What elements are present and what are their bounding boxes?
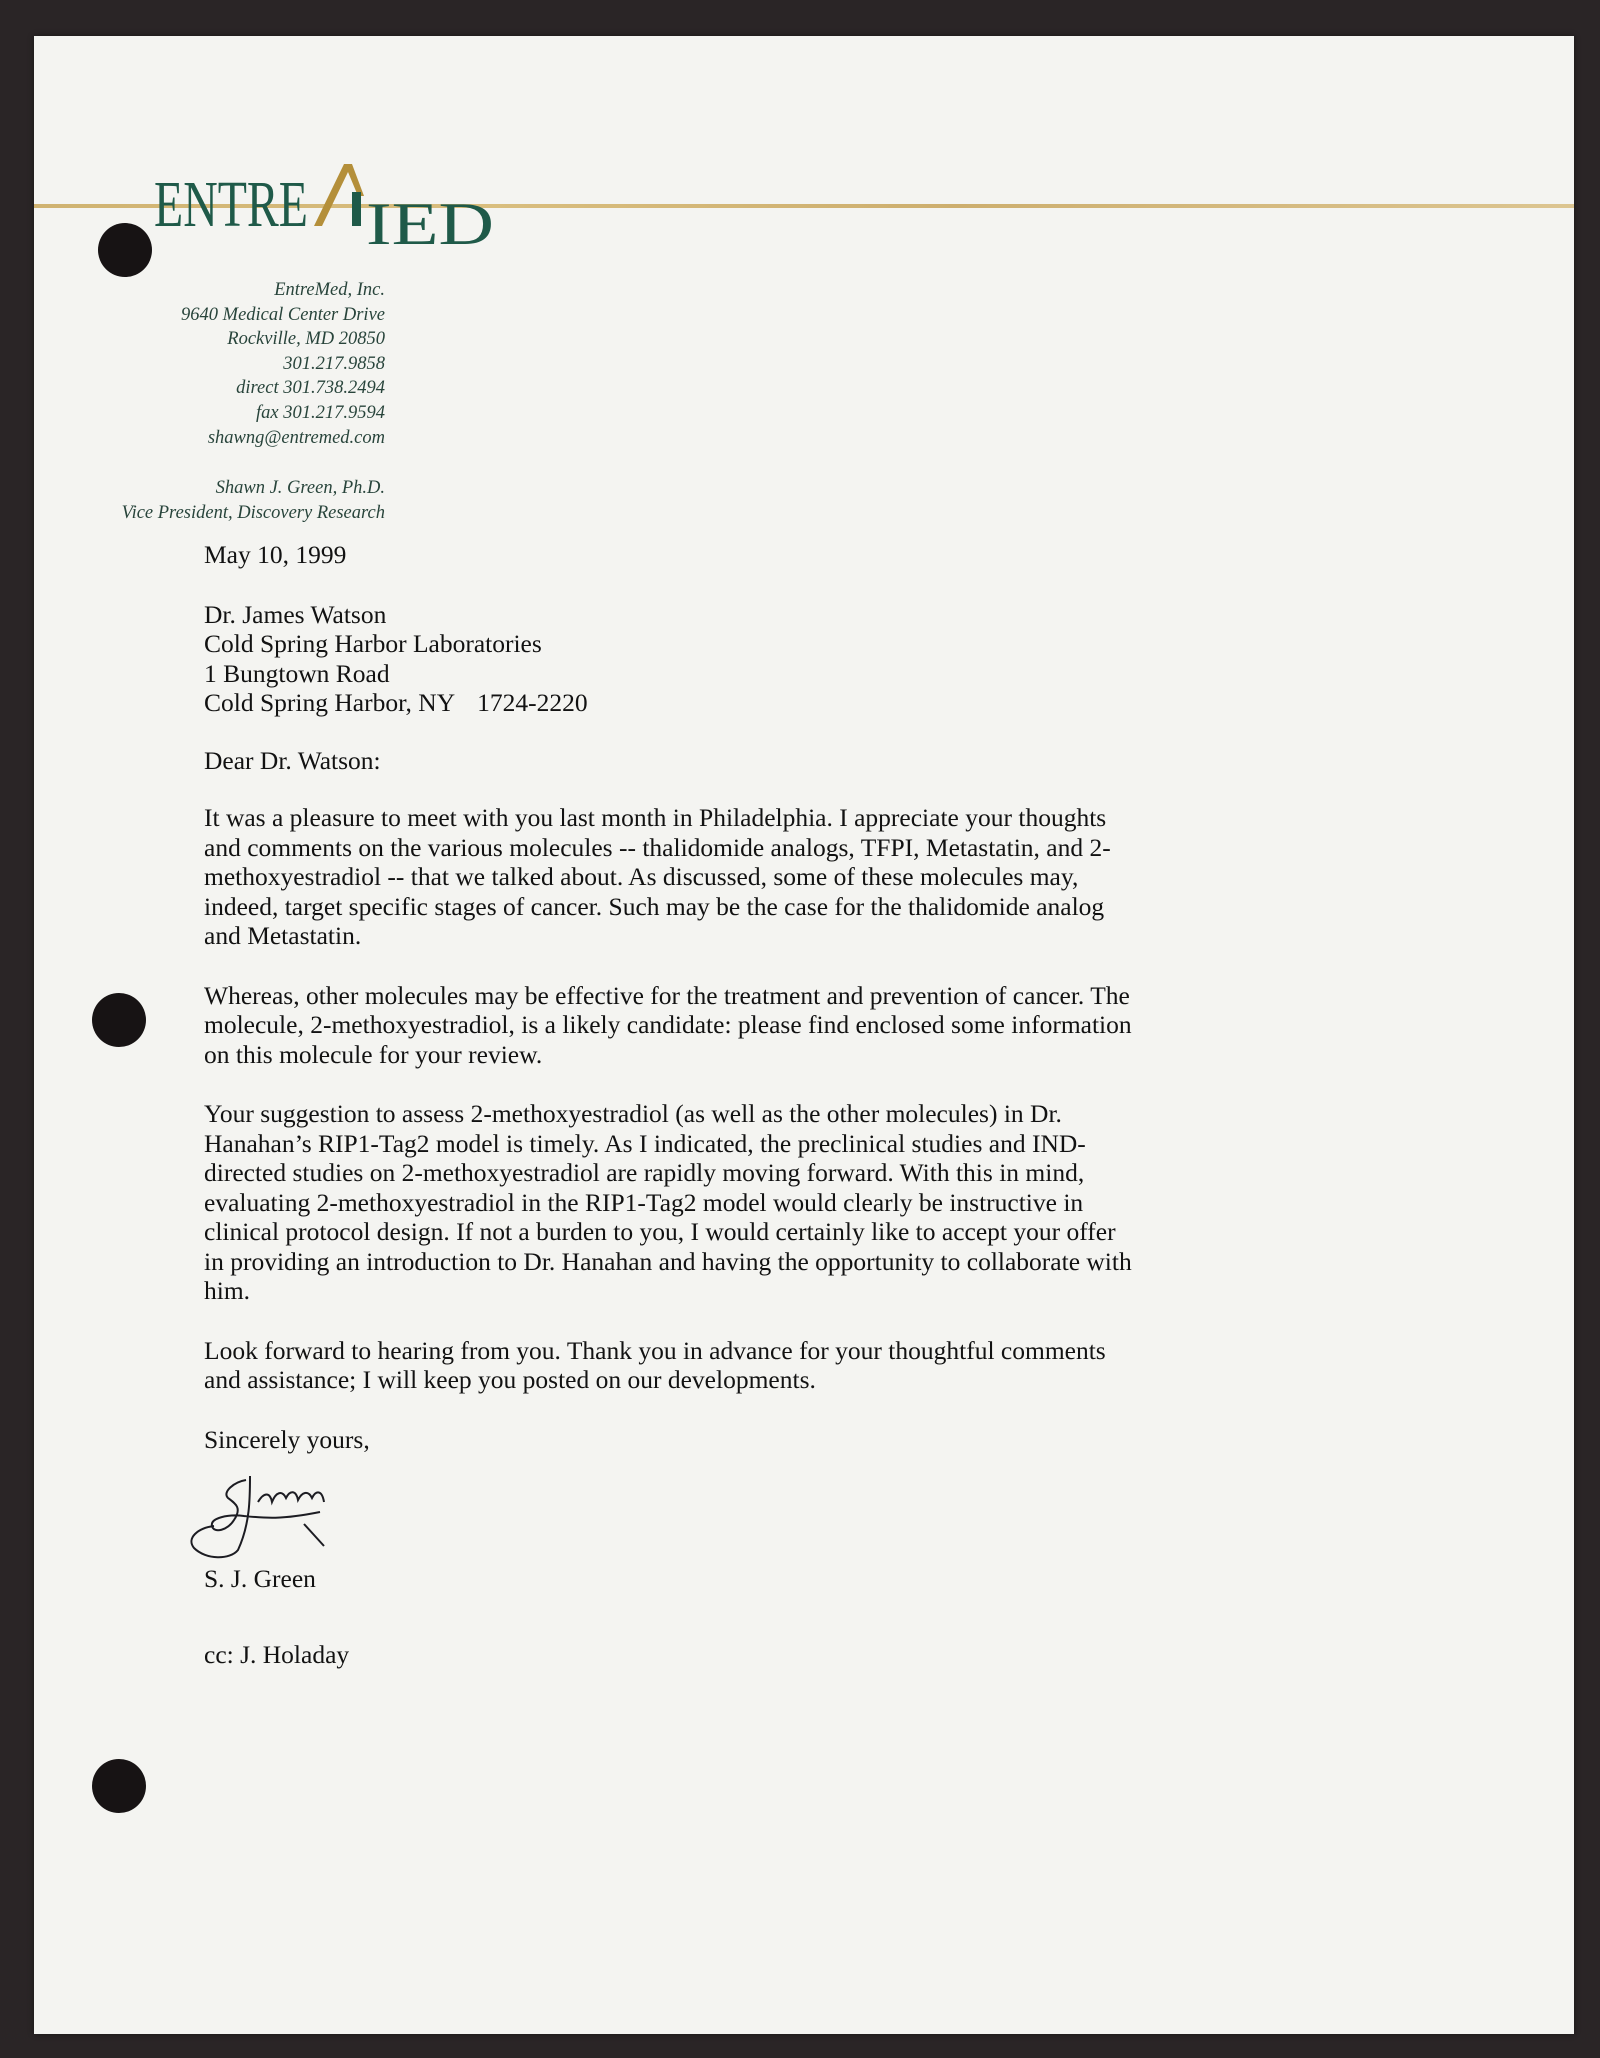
company-street: 9640 Medical Center Drive xyxy=(181,304,385,325)
letter-date: May 10, 1999 xyxy=(204,540,347,569)
direct-label: direct xyxy=(236,378,279,399)
paragraph-4 xyxy=(204,1336,1334,1395)
cc-line: cc: J. Holaday xyxy=(204,1639,350,1669)
paragraph-1 xyxy=(204,803,1334,951)
fax-number: 301.217.9594 xyxy=(283,402,385,423)
closing: Sincerely yours, xyxy=(204,1424,370,1454)
logo-m-stem xyxy=(352,192,361,226)
direct-phone: 301.738.2494 xyxy=(283,378,385,399)
paragraph-line: evaluating 2-methoxyestradiol in the RIP1-Tag2 model would clearly be instructive in xyxy=(204,1187,1084,1217)
paragraph-line: Whereas, other molecules may be effective for the treatment and prevention of cancer. The xyxy=(204,980,1130,1010)
paragraph-line: It was a pleasure to meet with you last month in Philadelphia. I appreciate your thoughts xyxy=(204,803,1107,832)
recipient-name: Dr. James Watson xyxy=(204,599,387,629)
signer-name: S. J. Green xyxy=(204,1564,316,1593)
signature-stroke-s xyxy=(212,1480,320,1530)
recipient-street: 1 Bungtown Road xyxy=(204,658,390,688)
recipient-city-line xyxy=(204,688,1334,718)
paragraph-line: directed studies on 2-methoxyestradiol are rapidly moving forward. With this in mind, xyxy=(204,1158,1085,1187)
sender-letterhead xyxy=(45,278,385,525)
fax-line xyxy=(45,401,385,426)
recipient-zip: 1724-2220 xyxy=(477,688,588,717)
recipient-org: Cold Spring Harbor Laboratories xyxy=(204,629,542,658)
paragraph-line: him. xyxy=(204,1276,251,1305)
sender-name: Shawn J. Green, Ph.D. xyxy=(215,478,385,499)
logo-letters-entre: ENTRE xyxy=(154,168,308,241)
recipient-city: Cold Spring Harbor, NY xyxy=(204,688,456,717)
logo-label: EntreMed xyxy=(118,136,122,137)
fax-label: fax xyxy=(256,402,279,423)
punch-hole-middle xyxy=(92,993,146,1047)
handwritten-signature xyxy=(184,1468,374,1564)
paragraph-line: Hanahan’s RIP1-Tag2 model is timely. As I indicated, the preclinical studies and IND- xyxy=(204,1128,1086,1158)
paragraph-2 xyxy=(204,981,1334,1070)
paragraph-line: indeed, target specific stages of cancer. Such may be the case for the thalidomide analog xyxy=(204,891,1105,921)
logo-letters-ed: IED xyxy=(366,191,494,257)
salutation: Dear Dr. Watson: xyxy=(204,745,381,775)
entremed-logo xyxy=(118,136,538,266)
paragraph-line: Look forward to hearing from you. Thank you in advance for your thoughtful comments xyxy=(204,1335,1106,1365)
signature-stroke-name xyxy=(258,1492,324,1502)
company-name: EntreMed, Inc. xyxy=(274,280,385,300)
paragraph-line: clinical protocol design. If not a burden to you, I would certainly like to accept your offer xyxy=(204,1217,1116,1246)
letter-body xyxy=(204,540,1334,1669)
paragraph-line: in providing an introduction to Dr. Hanahan and having the opportunity to collaborate with xyxy=(204,1246,1132,1276)
company-email: shawng@entremed.com xyxy=(207,427,385,448)
paragraph-line: on this molecule for your review. xyxy=(204,1039,543,1069)
paragraph-line: and assistance; I will keep you posted on our developments. xyxy=(204,1365,816,1394)
punch-hole-bottom xyxy=(92,1759,146,1813)
paragraph-line: molecule, 2-methoxyestradiol, is a likely candidate: please find enclosed some information xyxy=(204,1010,1132,1039)
company-phone: 301.217.9858 xyxy=(283,353,385,374)
paragraph-3 xyxy=(204,1099,1334,1306)
direct-phone-line xyxy=(45,376,385,401)
company-city: Rockville, MD 20850 xyxy=(227,329,385,350)
paragraph-line: and Metastatin. xyxy=(204,921,362,950)
paragraph-line: and comments on the various molecules -- thalidomide analogs, TFPI, Metastatin, and 2- xyxy=(204,832,1111,862)
sender-title: Vice President, Discovery Research xyxy=(121,502,385,523)
paragraph-line: methoxyestradiol -- that we talked about. As discussed, some of these molecules may, xyxy=(204,862,1079,891)
signature-stroke-tail xyxy=(304,1524,324,1546)
paragraph-line: Your suggestion to assess 2-methoxyestradiol (as well as the other molecules) in Dr. xyxy=(204,1099,1062,1128)
recipient-address xyxy=(204,600,1334,718)
